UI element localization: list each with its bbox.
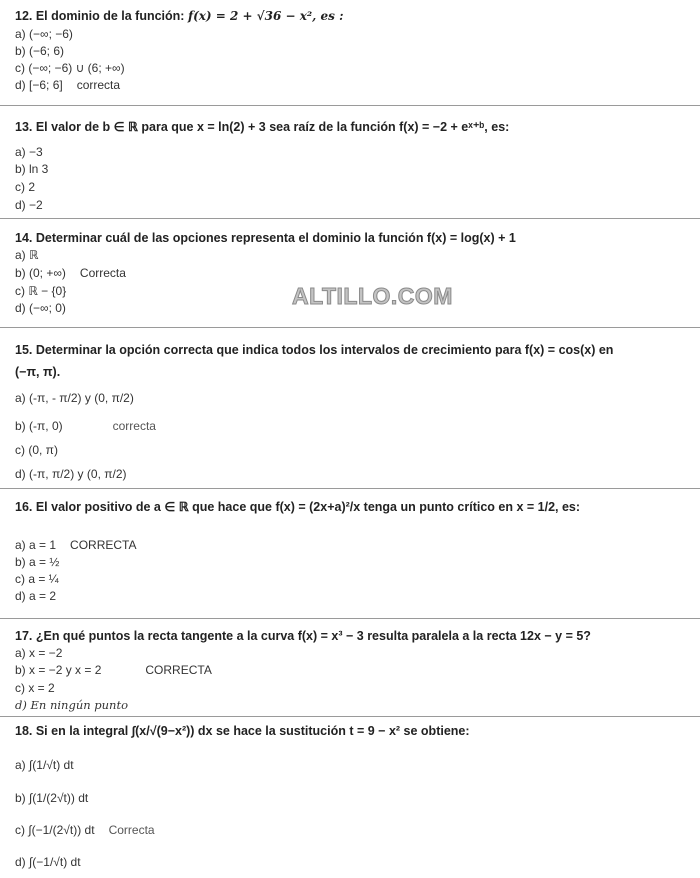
q12-option-d bbox=[15, 77, 120, 93]
q13-option-d bbox=[15, 197, 43, 213]
q17-option-b-text: b) x = −2 y x = 2 bbox=[15, 663, 102, 677]
question-12-formula: f(x) = 2 + √36 − x², es : bbox=[187, 9, 344, 23]
q14-option-c-text: c) ℝ − {0} bbox=[15, 284, 67, 298]
q15-option-a-text: a) (-π, - π/2) y (0, π/2) bbox=[15, 391, 134, 405]
q18-option-d-text: d) ∫(−1/√t) dt bbox=[15, 855, 81, 869]
q14-option-d-text: d) (−∞; 0) bbox=[15, 301, 66, 315]
q17-option-d-text: d) En ningún punto bbox=[15, 698, 129, 712]
question-17-title: 17. ¿En qué puntos la recta tangente a la curva f(x) = x³ − 3 resulta paralela a la recta 12x − y = 5? bbox=[15, 629, 591, 643]
question-18 bbox=[0, 723, 700, 739]
question-14-title: 14. Determinar cuál de las opciones representa el dominio la función f(x) = log(x) + 1 bbox=[15, 231, 516, 245]
q16-option-a-text: a) a = 1 bbox=[15, 538, 57, 552]
question-12-title bbox=[15, 8, 700, 24]
q13-option-a bbox=[15, 144, 43, 160]
divider bbox=[0, 218, 700, 219]
altillo-watermark: ALTILLO.COM bbox=[292, 283, 453, 309]
q18-option-b bbox=[15, 790, 88, 806]
question-14 bbox=[0, 230, 700, 246]
question-12-prefix: 12. El dominio de la función: bbox=[15, 9, 188, 23]
question-15 bbox=[0, 342, 700, 380]
q14-option-d bbox=[15, 300, 66, 316]
q14-option-c bbox=[15, 283, 66, 299]
question-15-title: 15. Determinar la opción correcta que indica todos los intervalos de crecimiento para f(x) = cos(x) en bbox=[15, 343, 614, 357]
q15-option-b-text: b) (-π, 0) bbox=[15, 419, 63, 433]
q14-option-a bbox=[15, 247, 39, 263]
q16-option-c bbox=[15, 571, 59, 587]
question-15-title-line2: (−π, π). bbox=[15, 365, 61, 379]
q14-option-b bbox=[15, 265, 126, 281]
q18-option-b-text: b) ∫(1/(2√t)) dt bbox=[15, 791, 89, 805]
q15-option-c bbox=[15, 442, 58, 458]
q14-answer-tag: Correcta bbox=[79, 266, 126, 280]
q12-option-b-text: b) (−6; 6) bbox=[15, 44, 65, 58]
question-12 bbox=[0, 8, 700, 24]
question-17 bbox=[0, 628, 700, 644]
question-13-title: 13. El valor de b ∈ ℝ para que x = ln(2) + 3 sea raíz de la función f(x) = −2 + eˣ⁺ᵇ, es: bbox=[15, 120, 510, 134]
question-13 bbox=[0, 119, 700, 135]
q17-option-a bbox=[15, 645, 62, 661]
q15-option-c-text: c) (0, π) bbox=[15, 443, 58, 457]
q16-option-b-text: b) a = ½ bbox=[15, 555, 60, 569]
divider bbox=[0, 618, 700, 619]
divider bbox=[0, 105, 700, 106]
q16-option-d bbox=[15, 588, 56, 604]
q14-option-a-text: a) ℝ bbox=[15, 248, 39, 262]
q15-option-d-text: d) (-π, π/2) y (0, π/2) bbox=[15, 467, 127, 481]
question-16-title: 16. El valor positivo de a ∈ ℝ que hace que f(x) = (2x+a)²/x tenga un punto crítico en x = 1/2, es: bbox=[15, 500, 581, 514]
q12-option-d-text: d) [−6; 6] bbox=[15, 78, 63, 92]
q12-option-b bbox=[15, 43, 64, 59]
q16-option-c-text: c) a = ¼ bbox=[15, 572, 59, 586]
q12-option-c-text: c) (−∞; −6) ∪ (6; +∞) bbox=[15, 61, 125, 75]
q17-option-b bbox=[15, 662, 212, 678]
q17-option-c-text: c) x = 2 bbox=[15, 681, 55, 695]
q12-option-c bbox=[15, 60, 125, 76]
q15-option-b bbox=[15, 418, 156, 434]
q13-option-b-text: b) ln 3 bbox=[15, 162, 49, 176]
q18-option-c bbox=[15, 822, 155, 838]
question-18-title: 18. Si en la integral ∫(x/√(9−x²)) dx se hace la sustitución t = 9 − x² se obtiene: bbox=[15, 724, 470, 738]
divider bbox=[0, 327, 700, 328]
q16-option-d-text: d) a = 2 bbox=[15, 589, 57, 603]
q13-option-b bbox=[15, 161, 48, 177]
q18-option-a-text: a) ∫(1/√t) dt bbox=[15, 758, 74, 772]
q18-option-d bbox=[15, 854, 81, 870]
divider bbox=[0, 716, 700, 717]
q15-answer-tag: correcta bbox=[112, 419, 156, 433]
q17-option-d bbox=[15, 697, 128, 713]
q12-option-a bbox=[15, 26, 73, 42]
q17-answer-tag: CORRECTA bbox=[145, 663, 212, 677]
q13-option-d-text: d) −2 bbox=[15, 198, 43, 212]
q18-answer-tag: Correcta bbox=[108, 823, 155, 837]
divider bbox=[0, 488, 700, 489]
q12-option-a-text: a) (−∞; −6) bbox=[15, 27, 73, 41]
q15-option-a bbox=[15, 390, 134, 406]
q16-answer-tag: CORRECTA bbox=[70, 538, 137, 552]
q17-option-a-text: a) x = −2 bbox=[15, 646, 63, 660]
q16-option-a bbox=[15, 537, 136, 553]
q12-answer-tag: correcta bbox=[76, 78, 121, 92]
q13-option-c bbox=[15, 179, 35, 195]
q15-option-d bbox=[15, 466, 127, 482]
q18-option-a bbox=[15, 757, 74, 773]
q18-option-c-text: c) ∫(−1/(2√t)) dt bbox=[15, 823, 95, 837]
q17-option-c bbox=[15, 680, 55, 696]
q13-option-c-text: c) 2 bbox=[15, 180, 36, 194]
q13-option-a-text: a) −3 bbox=[15, 145, 43, 159]
q14-option-b-text: b) (0; +∞) bbox=[15, 266, 66, 280]
question-16 bbox=[0, 499, 700, 515]
q16-option-b bbox=[15, 554, 59, 570]
